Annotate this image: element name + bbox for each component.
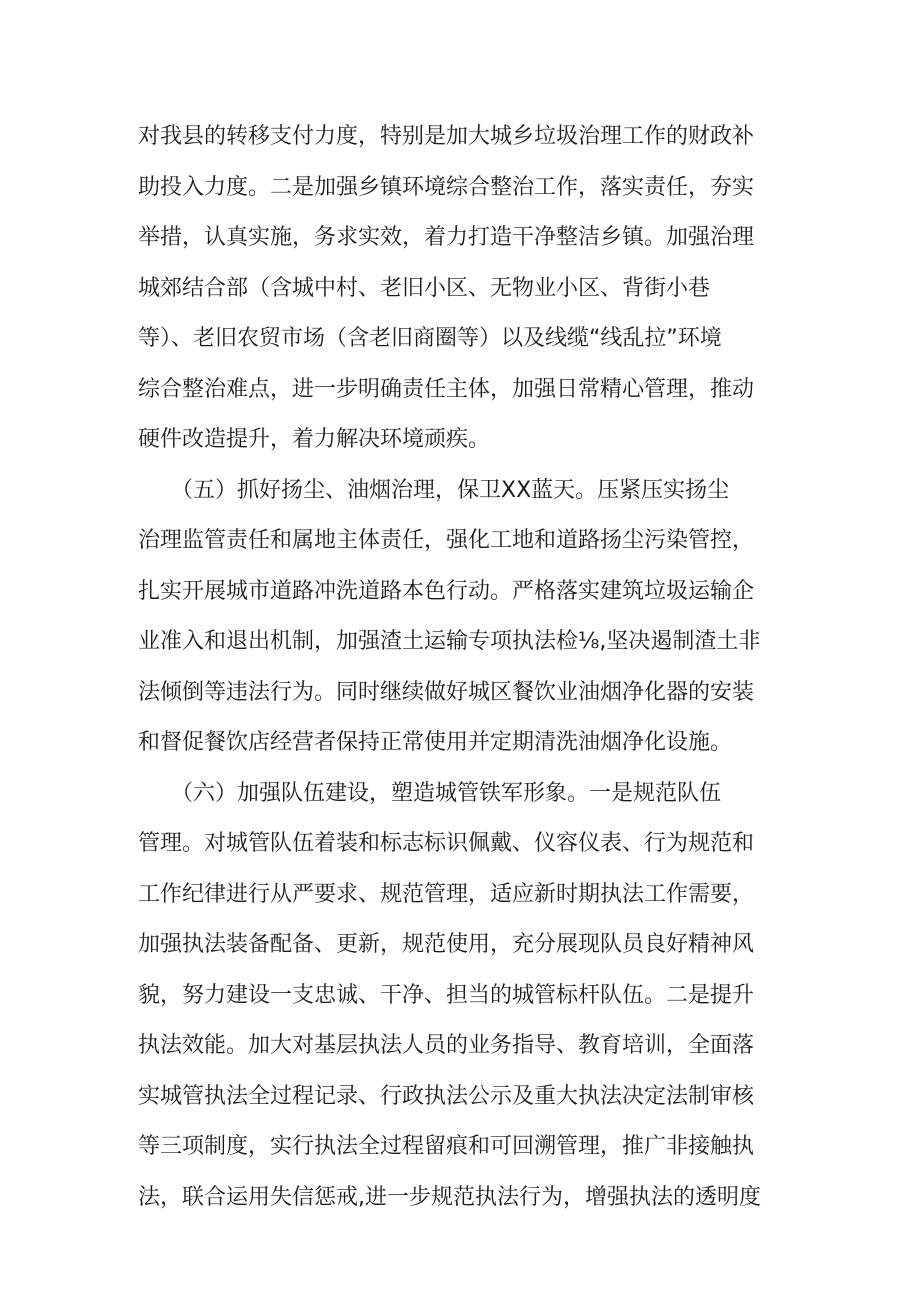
text-line: 加强执法装备配备、更新，规范使用，充分展现队员良好精神风 — [138, 932, 755, 957]
text-line: 治理监管责任和属地主体责任，强化工地和道路扬尘污染管控， — [138, 528, 755, 553]
text-line: 综合整治难点，进一步明确责任主体，加强日常精心管理，推动 — [138, 376, 755, 402]
text-line: 对我县的转移支付力度，特别是加大城乡垃圾治理工作的财政补 — [138, 124, 755, 149]
text-line: 貌，努力建设一支忠诚、干净、担当的城管标杆队伍。二是提升 — [138, 982, 755, 1008]
text-line: 助投入力度。二是加强乡镇环境综合整治工作，落实责任，夯实 — [138, 174, 755, 200]
section-heading-line: （五）抓好扬尘、油烟治理，保卫XX蓝天。压紧压实扬尘 — [138, 477, 730, 503]
text-line: 法倾倒等违法行为。同时继续做好城区餐饮业油烟净化器的安装 — [138, 679, 755, 705]
text-line: 硬件改造提升，着力解决环境顽疾。 — [138, 427, 491, 452]
text-line: 城郊结合部（含城中村、老旧小区、无物业小区、背街小巷 — [138, 275, 711, 301]
text-line: 举措，认真实施，务求实效，着力打造干净整洁乡镇。加强治理 — [138, 225, 755, 250]
text-line: 实城管执法全过程记录、行政执法公示及重大执法决定法制审核 — [138, 1083, 755, 1109]
body-text — [138, 112, 788, 1223]
text-line: 和督促餐饮店经营者保持正常使用并定期清洗油烟净化设施。 — [138, 730, 733, 755]
text-line: 等三项制度，实行执法全过程留痕和可回溯管理，推广非接触执 — [138, 1134, 755, 1159]
text-line: 管理。对城管队伍着装和标志标识佩戴、仪容仪表、行为规范和 — [138, 831, 755, 856]
text-line: 业准入和退出机制，加强渣土运输专项执法检⅛,坚决遏制渣土非 — [138, 629, 761, 654]
text-line: 等）、老旧农贸市场（含老旧商圈等）以及线缆“线乱拉”环境 — [138, 326, 722, 351]
text-line: 执法效能。加大对基层执法人员的业务指导、教育培训，全面落 — [138, 1033, 755, 1058]
text-line: 扎实开展城市道路冲洗道路本色行动。严格落实建筑垃圾运输企 — [138, 578, 755, 604]
text-line: 法，联合运用失信惩戒,进一步规范执法行为，增强执法的透明度 — [138, 1184, 761, 1210]
text-line: 工作纪律进行从严要求、规范管理，适应新时期执法工作需要， — [138, 881, 755, 907]
section-heading-line: （六）加强队伍建设，塑造城管铁军形象。一是规范队伍 — [138, 780, 722, 806]
